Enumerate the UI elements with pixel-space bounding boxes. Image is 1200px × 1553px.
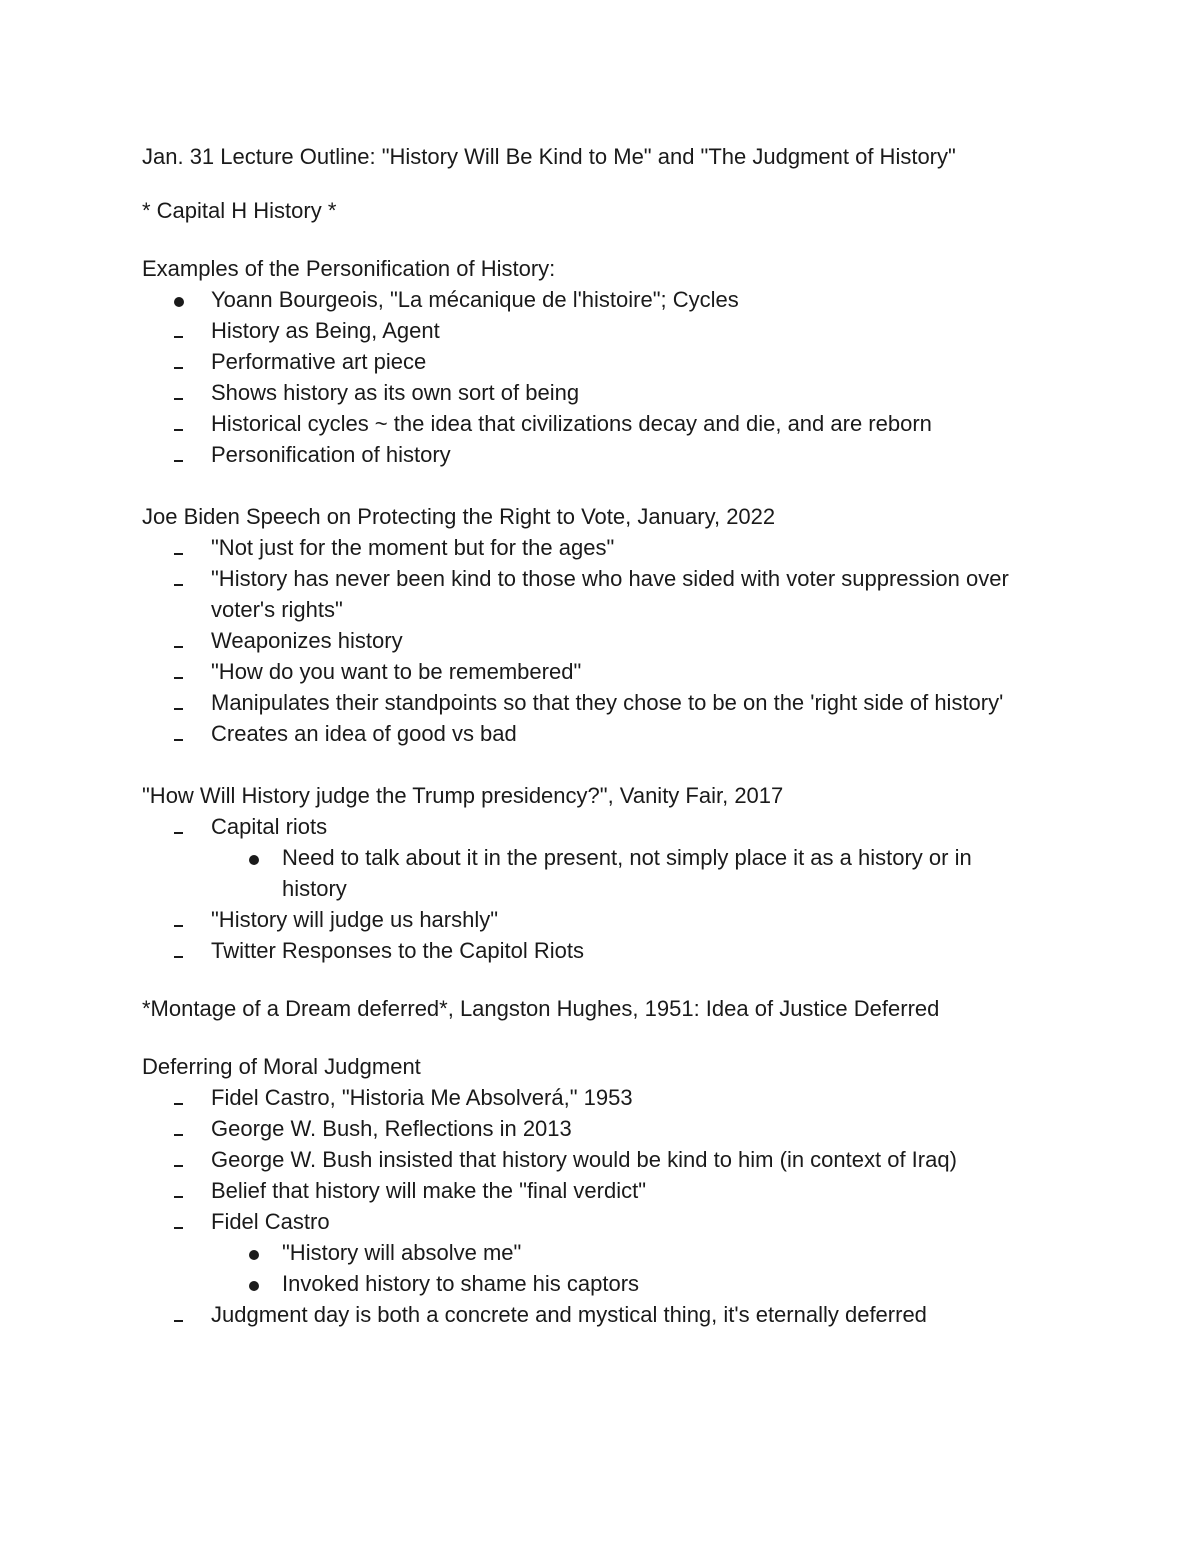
list-item: "Not just for the moment but for the ages" xyxy=(142,532,1042,563)
list-item: "How do you want to be remembered" xyxy=(142,656,1042,687)
bullet-dash xyxy=(174,315,183,346)
bullet-dash xyxy=(174,1299,183,1330)
bullet-dot xyxy=(249,1268,259,1299)
list-item: Yoann Bourgeois, "La mécanique de l'histoire"; Cycles xyxy=(142,284,1042,315)
list-item: Historical cycles ~ the idea that civilizations decay and die, and are reborn xyxy=(142,408,1042,439)
list-item: History as Being, Agent xyxy=(142,315,1042,346)
bullet-dash xyxy=(174,1144,183,1175)
list-item-nested: Need to talk about it in the present, not simply place it as a history or in history xyxy=(142,842,1042,904)
spacer xyxy=(142,966,1042,993)
bullet-dash xyxy=(174,346,183,377)
list-item-nested: Invoked history to shame his captors xyxy=(142,1268,1042,1299)
list-item: George W. Bush insisted that history would be kind to him (in context of Iraq) xyxy=(142,1144,1042,1175)
document-title: Jan. 31 Lecture Outline: "History Will Be Kind to Me" and "The Judgment of History" xyxy=(142,144,956,169)
list-item: Judgment day is both a concrete and mystical thing, it's eternally deferred xyxy=(142,1299,1042,1330)
section-heading-hughes: *Montage of a Dream deferred*, Langston Hughes, 1951: Idea of Justice Deferred xyxy=(142,996,940,1021)
list-item: Personification of history xyxy=(142,439,1042,470)
document-subtitle: * Capital H History * xyxy=(142,198,337,223)
list-item: Twitter Responses to the Capitol Riots xyxy=(142,935,1042,966)
bullet-dash xyxy=(174,439,183,470)
spacer xyxy=(142,749,1042,780)
list-item: Belief that history will make the "final verdict" xyxy=(142,1175,1042,1206)
bullet-dot xyxy=(249,1237,259,1268)
spacer xyxy=(142,226,1042,253)
bullet-dash xyxy=(174,718,183,749)
bullet-dash xyxy=(174,408,183,439)
document-page xyxy=(142,141,1042,1330)
bullet-dash xyxy=(174,1113,183,1144)
list-item: "History has never been kind to those who have sided with voter suppression over voter's rights" xyxy=(142,563,1042,625)
list-item: Fidel Castro, "Historia Me Absolverá," 1953 xyxy=(142,1082,1042,1113)
bullet-dash xyxy=(174,904,183,935)
bullet-dash xyxy=(174,377,183,408)
bullet-dash xyxy=(174,1082,183,1113)
bullet-dash xyxy=(174,935,183,966)
list-item: Shows history as its own sort of being xyxy=(142,377,1042,408)
bullet-dash xyxy=(174,563,183,594)
list-item: Manipulates their standpoints so that they chose to be on the 'right side of history' xyxy=(142,687,1042,718)
section-heading-moral-judgment: Deferring of Moral Judgment xyxy=(142,1054,421,1079)
bullet-dash xyxy=(174,1175,183,1206)
bullet-dash xyxy=(174,687,183,718)
list-item: George W. Bush, Reflections in 2013 xyxy=(142,1113,1042,1144)
spacer xyxy=(142,172,1042,195)
list-item-nested: "History will absolve me" xyxy=(142,1237,1042,1268)
list-item: Weaponizes history xyxy=(142,625,1042,656)
list-item: Fidel Castro xyxy=(142,1206,1042,1237)
bullet-dot xyxy=(249,842,259,873)
spacer xyxy=(142,1024,1042,1051)
bullet-dash xyxy=(174,532,183,563)
list-item: "History will judge us harshly" xyxy=(142,904,1042,935)
list-item: Performative art piece xyxy=(142,346,1042,377)
section-heading-trump: "How Will History judge the Trump presidency?", Vanity Fair, 2017 xyxy=(142,783,784,808)
bullet-dash xyxy=(174,1206,183,1237)
section-heading-biden: Joe Biden Speech on Protecting the Right to Vote, January, 2022 xyxy=(142,504,776,529)
bullet-dot xyxy=(174,284,184,315)
list-item: Creates an idea of good vs bad xyxy=(142,718,1042,749)
bullet-dash xyxy=(174,656,183,687)
bullet-dash xyxy=(174,811,183,842)
list-item: Capital riots xyxy=(142,811,1042,842)
bullet-dash xyxy=(174,625,183,656)
section-heading-personification: Examples of the Personification of History: xyxy=(142,256,556,281)
spacer xyxy=(142,470,1042,501)
